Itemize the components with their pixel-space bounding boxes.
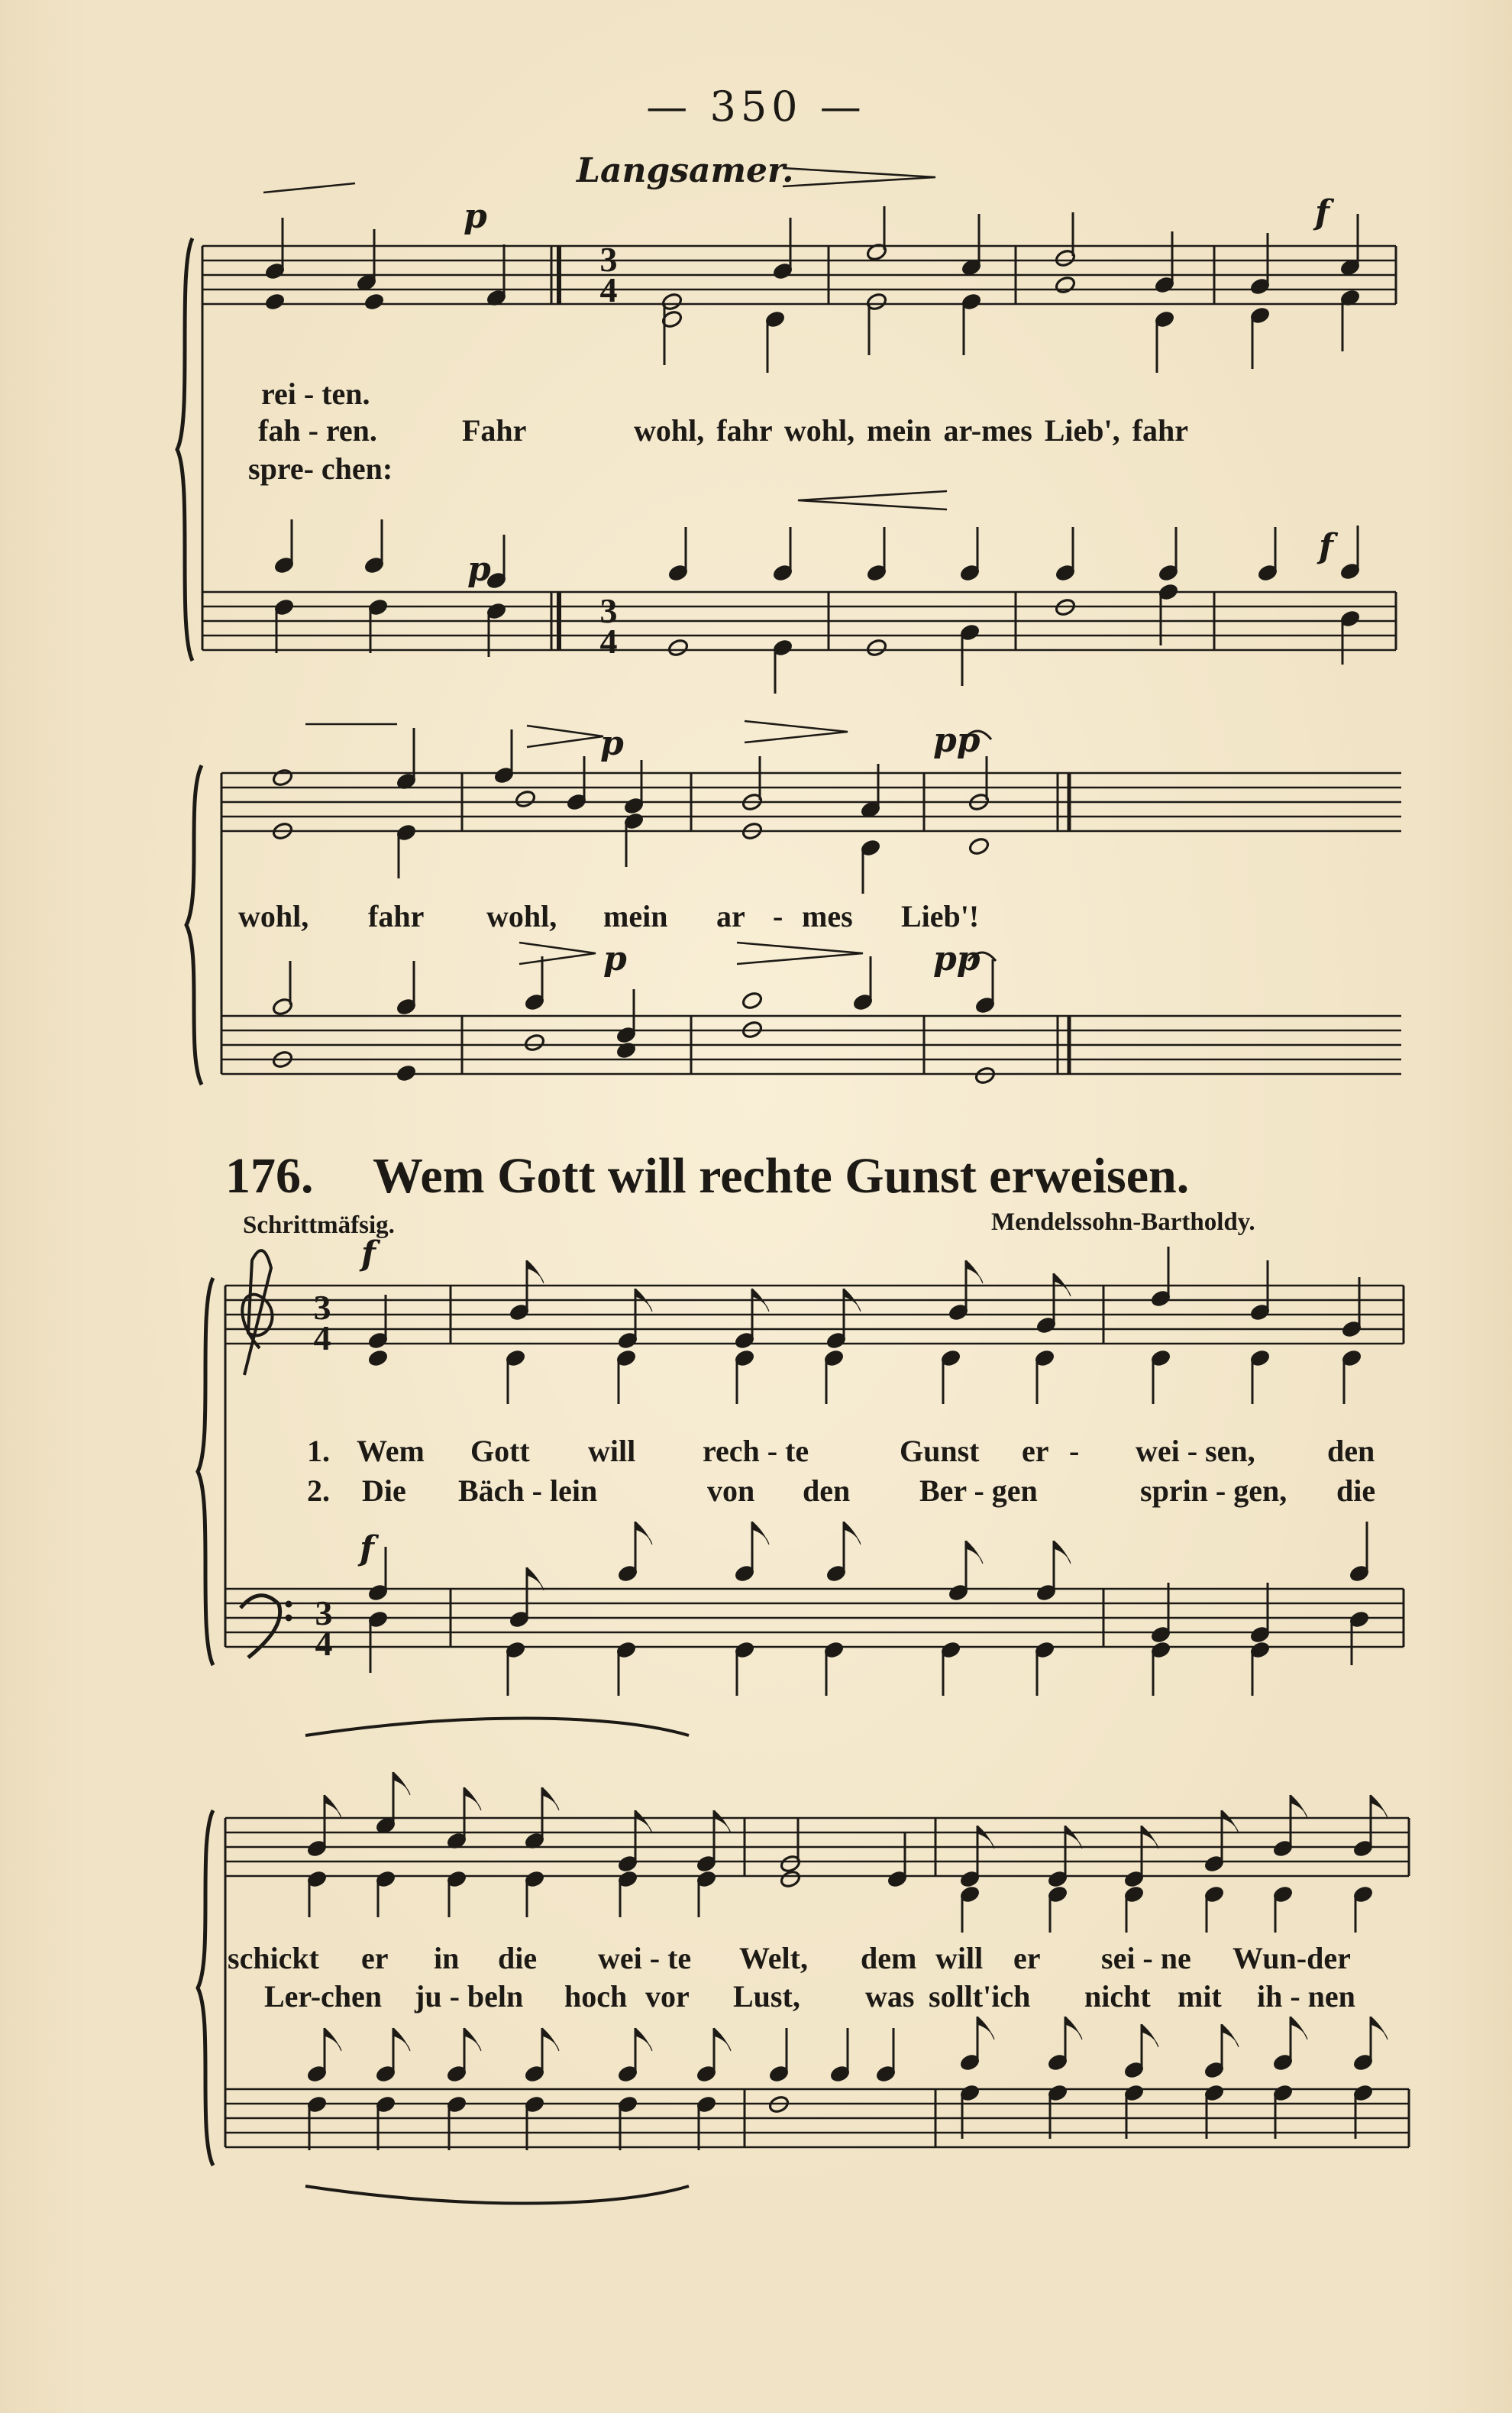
lyric: - bbox=[773, 899, 783, 933]
tempo-marking: Schrittmäfsig. bbox=[243, 1211, 395, 1239]
line2-verse1-lyric: dem bbox=[861, 1941, 917, 1975]
eighth-note-flag bbox=[977, 2017, 994, 2039]
eighth-note-flag bbox=[393, 2028, 410, 2051]
dynamic-f: f bbox=[361, 1234, 376, 1273]
line2-verse1-lyric: er bbox=[1013, 1941, 1041, 1975]
dynamic-p: p bbox=[600, 724, 624, 763]
dynamic-pp: pp bbox=[933, 940, 981, 978]
tempo-marking: Langsamer. bbox=[577, 151, 794, 190]
line2-verse2-lyric: sollt'ich bbox=[929, 1979, 1031, 2014]
page-number: — 350 — bbox=[646, 82, 866, 131]
eighth-note-flag bbox=[635, 1810, 652, 1833]
half-note bbox=[968, 836, 990, 856]
decrescendo bbox=[745, 721, 848, 742]
line2-verse1-lyric: wei - te bbox=[598, 1941, 692, 1975]
line2-verse2-lyric: ju - beln bbox=[415, 1979, 524, 2014]
line2-verse2-lyric: mit bbox=[1178, 1979, 1222, 2014]
dynamic-f: f bbox=[1319, 527, 1333, 566]
decrescendo bbox=[783, 168, 935, 186]
line2-verse2-lyric: was bbox=[865, 1979, 915, 2014]
eighth-note-flag bbox=[844, 1522, 861, 1545]
quarter-note bbox=[264, 292, 286, 312]
eighth-note-flag bbox=[464, 1787, 481, 1810]
eighth-note-flag bbox=[1065, 2017, 1082, 2039]
eighth-note-flag bbox=[966, 1541, 983, 1564]
eighth-note-flag bbox=[1371, 2017, 1388, 2039]
eighth-note-flag bbox=[527, 1260, 544, 1283]
system-brace bbox=[198, 1810, 213, 2166]
verse1-lyric: - bbox=[1069, 1434, 1080, 1468]
lyric: fahr bbox=[368, 899, 425, 933]
verse2-lyric: 2. bbox=[307, 1473, 330, 1508]
line2-verse1-lyric: will bbox=[935, 1941, 984, 1975]
lyric-fahr: Fahr bbox=[462, 413, 527, 448]
verse1-lyric: Gunst bbox=[900, 1434, 980, 1468]
eighth-note-flag bbox=[1291, 1795, 1307, 1818]
composer: Mendelssohn-Bartholdy. bbox=[991, 1208, 1255, 1236]
clef-dot bbox=[286, 1601, 292, 1607]
verse-ending-1: rei - ten. bbox=[261, 377, 370, 411]
lyric: wohl, bbox=[486, 899, 557, 933]
quarter-note bbox=[396, 1063, 418, 1083]
eighth-note-flag bbox=[527, 1567, 544, 1590]
verse2-lyric: sprin - gen, bbox=[1140, 1473, 1287, 1508]
verse-ending-3: spre- chen: bbox=[248, 451, 393, 486]
eighth-note-flag bbox=[1291, 2017, 1307, 2039]
line2-verse2-lyric: Ler-chen bbox=[264, 1979, 383, 2014]
slur bbox=[305, 1719, 689, 1736]
eighth-note-flag bbox=[714, 2028, 731, 2051]
eighth-note-flag bbox=[752, 1522, 769, 1545]
dynamic-p: p bbox=[603, 940, 627, 978]
line2-verse2-lyric: Lust, bbox=[733, 1979, 800, 2014]
line2-verse2-lyric: vor bbox=[645, 1979, 690, 2014]
verse1-lyric: rech - te bbox=[703, 1434, 809, 1468]
song-number: 176. bbox=[225, 1148, 314, 1204]
verse1-lyric: er bbox=[1022, 1434, 1049, 1468]
half-note bbox=[866, 638, 888, 658]
treble-clef bbox=[242, 1250, 272, 1375]
decrescendo bbox=[737, 943, 863, 964]
verse2-lyric: den bbox=[803, 1473, 851, 1508]
verse1-lyric: 1. bbox=[307, 1434, 330, 1468]
system-brace bbox=[198, 1278, 213, 1665]
eighth-note-flag bbox=[1222, 2024, 1239, 2047]
half-note bbox=[524, 1033, 546, 1053]
verse2-lyric: Ber - gen bbox=[919, 1473, 1038, 1508]
eighth-note-flag bbox=[635, 2028, 652, 2051]
hairpin bbox=[263, 183, 355, 192]
quarter-note bbox=[363, 292, 386, 312]
decrescendo bbox=[519, 943, 596, 964]
fermata bbox=[964, 731, 991, 739]
eighth-note-flag bbox=[966, 1260, 983, 1283]
verse2-lyric: die bbox=[1336, 1473, 1376, 1508]
eighth-note-flag bbox=[635, 1522, 652, 1545]
line2-verse1-lyric: Wun-der bbox=[1233, 1941, 1351, 1975]
verse1-lyric: Gott bbox=[470, 1434, 530, 1468]
dynamic-f: f bbox=[360, 1529, 374, 1568]
eighth-note-flag bbox=[1371, 1795, 1388, 1818]
quarter-note bbox=[615, 1040, 638, 1060]
lyric: Lieb'! bbox=[901, 899, 980, 933]
half-note bbox=[974, 1066, 997, 1085]
line2-verse2-lyric: hoch bbox=[564, 1979, 628, 2014]
line2-verse2-lyric: ih - nen bbox=[1257, 1979, 1355, 2014]
dynamic-f: f bbox=[1315, 193, 1329, 232]
clef-dot bbox=[286, 1615, 292, 1621]
line2-verse2-lyric: nicht bbox=[1084, 1979, 1151, 2014]
eighth-note-flag bbox=[1065, 1826, 1082, 1849]
line2-verse1-lyric: sei - ne bbox=[1101, 1941, 1191, 1975]
crescendo bbox=[798, 491, 947, 509]
eighth-note-flag bbox=[542, 1787, 559, 1810]
time-signature-bass: 3 4 bbox=[315, 1593, 333, 1663]
eighth-note-flag bbox=[977, 1826, 994, 1849]
verse1-lyric: den bbox=[1327, 1434, 1375, 1468]
system-brace bbox=[186, 765, 202, 1085]
dynamic-p: p bbox=[467, 550, 491, 589]
lyric: mein bbox=[603, 899, 668, 933]
system-brace bbox=[177, 238, 192, 661]
half-note bbox=[780, 1869, 802, 1889]
line2-verse1-lyric: in bbox=[434, 1941, 460, 1975]
eighth-note-flag bbox=[393, 1772, 410, 1795]
song-title: Wem Gott will rechte Gunst erweisen. bbox=[373, 1148, 1190, 1204]
lyric: wohl, bbox=[238, 899, 309, 933]
half-note bbox=[667, 638, 690, 658]
eighth-note-flag bbox=[1222, 1810, 1239, 1833]
lyric: ar bbox=[716, 899, 745, 933]
lyric-line1: wohl, fahr wohl, mein ar-mes Lieb', fahr bbox=[634, 413, 1188, 448]
verse-ending-2: fah - ren. bbox=[258, 413, 377, 448]
verse2-lyric: Bäch - lein bbox=[458, 1473, 598, 1508]
eighth-note-flag bbox=[325, 1795, 341, 1818]
verse2-lyric: Die bbox=[362, 1473, 406, 1508]
line2-verse1-lyric: Welt, bbox=[739, 1941, 808, 1975]
line2-verse1-lyric: schickt bbox=[228, 1941, 319, 1975]
decrescendo bbox=[527, 726, 603, 747]
eighth-note-flag bbox=[1142, 1826, 1158, 1849]
verse2-lyric: von bbox=[707, 1473, 755, 1508]
lyric: mes bbox=[802, 899, 853, 933]
dynamic-pp: pp bbox=[933, 721, 981, 760]
eighth-note-flag bbox=[325, 2028, 341, 2051]
half-note bbox=[1055, 275, 1077, 295]
dynamic-p: p bbox=[464, 197, 487, 236]
time-signature: 3 4 bbox=[599, 240, 618, 309]
line2-verse1-lyric: er bbox=[361, 1941, 389, 1975]
half-note bbox=[515, 789, 537, 809]
bass-clef bbox=[241, 1596, 280, 1658]
time-signature-bass: 3 4 bbox=[599, 591, 618, 661]
line2-verse1-lyric: die bbox=[498, 1941, 538, 1975]
eighth-note-flag bbox=[714, 1810, 731, 1833]
eighth-note-flag bbox=[1054, 1541, 1071, 1564]
half-note bbox=[272, 768, 294, 788]
verse1-lyric: wei - sen, bbox=[1136, 1434, 1255, 1468]
verse1-lyric: Wem bbox=[357, 1434, 425, 1468]
verse1-lyric: will bbox=[588, 1434, 636, 1468]
eighth-note-flag bbox=[464, 2028, 481, 2051]
time-signature: 3 4 bbox=[313, 1288, 331, 1357]
half-note bbox=[741, 991, 764, 1011]
eighth-note-flag bbox=[542, 2028, 559, 2051]
eighth-note-flag bbox=[1142, 2024, 1158, 2047]
slur bbox=[305, 2186, 689, 2204]
quarter-note bbox=[367, 1348, 389, 1368]
